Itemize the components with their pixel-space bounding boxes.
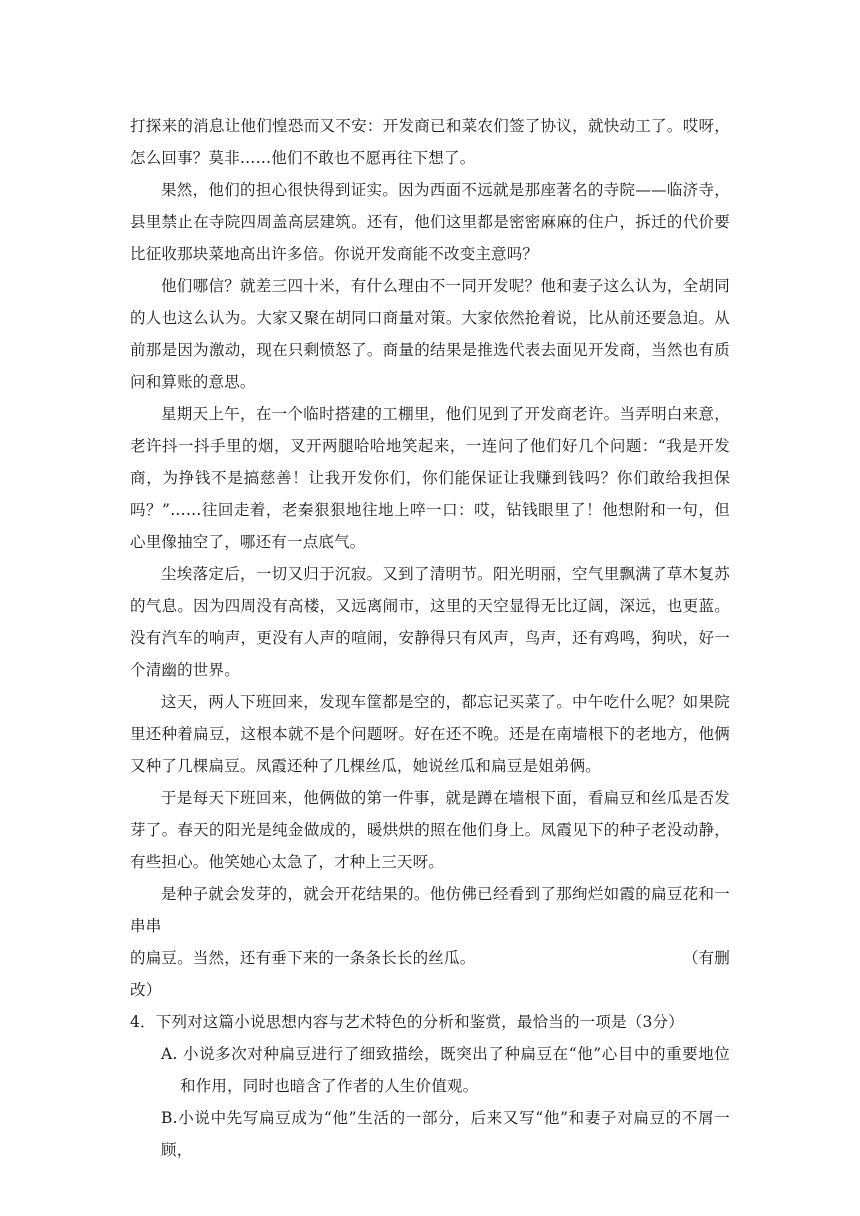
story-text (130, 110, 730, 1166)
paragraph-7: 于是每天下班回来，他俩做的第一件事，就是蹲在墙根下面，看扁豆和丝瓜是否发芽了。春天的阳光是纯金做成的，暖烘烘的照在他们身上。凤霞见下的种子老没动静，有些担心。他笑她心太急了，才种上三天呀。 (130, 789, 730, 871)
paragraph-8-line-1: 是种子就会发芽的，就会开花结果的。他仿佛已经看到了那绚烂如霞的扁豆花和一串串 (130, 885, 730, 935)
option-b: B.小说中先写扁豆成为“他”生活的一部分，后来又写“他”和妻子对扁豆的不屑一顾， (161, 1109, 730, 1159)
question-stem: 4．下列对这篇小说思想内容与艺术特色的分析和鉴赏，最恰当的一项是（3分） (130, 1013, 684, 1031)
paragraph-8-line-2-text: 的扁豆。当然，还有垂下来的一条条长长的丝瓜。 (130, 949, 476, 967)
revision-note: （有删 (682, 949, 730, 967)
paragraph-2: 果然，他们的担心很快得到证实。因为西面不远就是那座著名的寺院——临济寺，县里禁止在寺院四周盖高层建筑。还有，他们这里都是密密麻麻的住户，拆迁的代价要比征收那块菜地高出许多倍。你说开发商能不改变主意吗？ (130, 181, 730, 263)
paragraph-4: 星期天上午，在一个临时搭建的工棚里，他们见到了开发商老许。当弄明白来意，老许抖一抖手里的烟，叉开两腿哈哈地笑起来，一连问了他们好几个问题：“我是开发商，为挣钱不是搞慈善！让我开发你们，你们能保证让我赚到钱吗？你们敢给我担保吗？”……往回走着，老秦狠狠地往地上啐一口：哎，钻钱眼里了！他想附和一句，但心里像抽空了，哪还有一点底气。 (130, 405, 730, 551)
paragraph-8-line-3: 改） (130, 981, 162, 999)
paragraph-5: 尘埃落定后，一切又归于沉寂。又到了清明节。阳光明丽，空气里飘满了草木复苏的气息。因为四周没有高楼，又远离闹市，这里的天空显得无比辽阔，深远，也更蓝。没有汽车的响声，更没有人声的喧闹，安静得只有风声，鸟声，还有鸡鸣，狗吠，好一个清幽的世界。 (130, 565, 730, 679)
paragraph-8 (130, 878, 730, 1006)
paragraph-8-line-2 (130, 942, 730, 974)
option-a: A. 小说多次对种扁豆进行了细致描绘，既突出了种扁豆在“他”心目中的重要地位和作用，同时也暗含了作者的人生价值观。 (161, 1045, 730, 1095)
paragraph-1: 打探来的消息让他们惶恐而又不安：开发商已和菜农们签了协议，就快动工了。哎呀，怎么回事？莫非……他们不敢也不愿再往下想了。 (130, 117, 730, 167)
paragraph-6: 这天，两人下班回来，发现车筐都是空的，都忘记买菜了。中午吃什么呢？如果院里还种着扁豆，这根本就不是个问题呀。好在还不晚。还是在南墙根下的老地方，他俩又种了几棵扁豆。凤霞还种了几棵丝瓜，她说丝瓜和扁豆是姐弟俩。 (130, 693, 730, 775)
paragraph-3: 他们哪信？就差三四十米，有什么理由不一同开发呢？他和妻子这么认为，全胡同的人也这么认为。大家又聚在胡同口商量对策。大家依然抢着说，比从前还要急迫。从前那是因为激动，现在只剩愤怒了。商量的结果是推选代表去面见开发商，当然也有质问和算账的意思。 (130, 277, 730, 391)
